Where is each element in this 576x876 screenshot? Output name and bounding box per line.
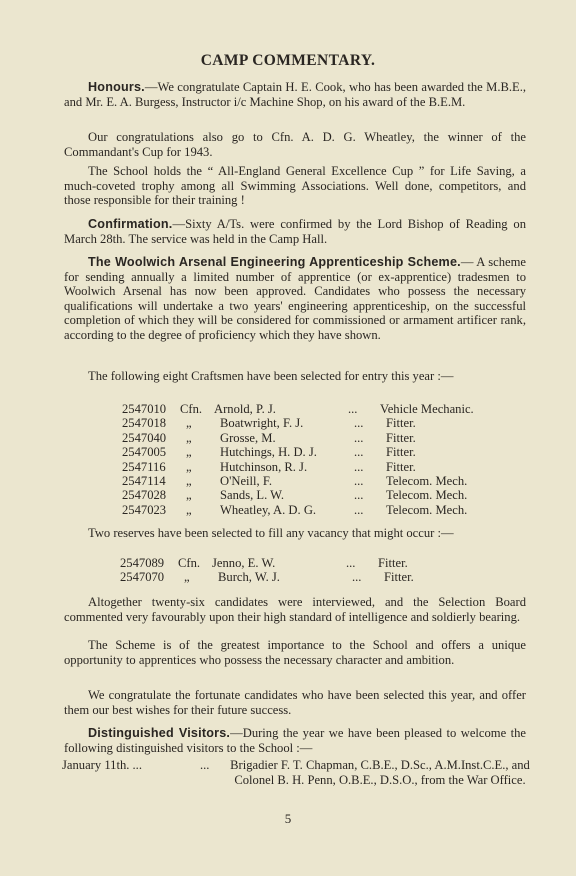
craftsman-name: Boatwright, F. J. xyxy=(220,416,304,431)
leader-dots: ... xyxy=(354,488,364,503)
leader-dots: ... xyxy=(354,459,364,474)
craftsman-name: O'Neill, F. xyxy=(220,474,272,489)
scheme-text: The Scheme is of the greatest importance to the School and offers a unique opportunity to apprentices who possess the necessary character and ambition. xyxy=(64,638,526,667)
leader-dots: ... xyxy=(346,556,356,570)
trade: Fitter. xyxy=(386,430,416,445)
list-row xyxy=(122,445,542,459)
service-number: 2547018 xyxy=(122,416,167,431)
list-row xyxy=(120,570,540,584)
leader-dots: ... xyxy=(354,430,364,445)
service-number: 2547028 xyxy=(122,488,167,503)
fortunate-text: We congratulate the fortunate candidates who have been selected this year, and offer them our best wishes for their future success. xyxy=(64,688,526,717)
altogether-text: Altogether twenty-six candidates were interviewed, and the Selection Board commented very favourably upon their high standard of intelligence and soldierly bearing. xyxy=(64,595,526,624)
trade: Vehicle Mechanic. xyxy=(380,402,474,416)
rank-prefix: Cfn. xyxy=(178,556,201,570)
rank-prefix: „ xyxy=(186,474,192,489)
service-number: 2547023 xyxy=(122,502,167,517)
trade: Fitter. xyxy=(386,445,416,460)
service-number: 2547070 xyxy=(120,570,165,585)
page-title: CAMP COMMENTARY. xyxy=(200,52,376,69)
rank-prefix: „ xyxy=(186,459,192,474)
service-number: 2547040 xyxy=(122,430,167,445)
honours-paragraph xyxy=(64,80,526,109)
visitors-paragraph xyxy=(64,726,526,755)
rank-prefix: „ xyxy=(186,488,192,503)
woolwich-heading: The Woolwich Arsenal Engineering Apprenticeship Scheme. xyxy=(88,255,461,269)
craftsman-name: Wheatley, A. D. G. xyxy=(220,502,317,517)
visit-description: Brigadier F. T. Chapman, C.B.E., D.Sc., A.M.Inst.C.E., and Colonel B. H. Penn, O.B.E., D.S.O., from the War Office. xyxy=(230,758,530,787)
leader-dots: ... xyxy=(354,502,364,517)
selected-intro-text: The following eight Craftsmen have been selected for entry this year :— xyxy=(88,369,454,383)
list-row xyxy=(122,460,542,474)
service-number: 2547010 xyxy=(122,402,167,416)
craftsman-name: Arnold, P. J. xyxy=(214,402,276,416)
reserves-intro-text: Two reserves have been selected to fill any vacancy that might occur :— xyxy=(88,526,454,540)
craftsman-name: Sands, L. W. xyxy=(220,488,285,503)
rank-prefix: „ xyxy=(184,570,190,585)
leader-dots: ... xyxy=(354,445,364,460)
trade: Fitter. xyxy=(384,570,414,585)
trade: Fitter. xyxy=(386,416,416,431)
leader-dots: ... xyxy=(354,474,364,489)
service-number: 2547089 xyxy=(120,556,165,570)
list-row xyxy=(122,488,542,502)
leader-dots: ... xyxy=(354,416,364,431)
craftsman-name: Hutchinson, R. J. xyxy=(220,459,308,474)
leader-dots: ... xyxy=(348,402,358,416)
rank-prefix: „ xyxy=(186,502,192,517)
rank-prefix: „ xyxy=(186,430,192,445)
woolwich-paragraph xyxy=(64,255,526,343)
scheme-paragraph xyxy=(64,638,526,667)
list-row xyxy=(120,556,540,570)
rank-prefix: „ xyxy=(186,445,192,460)
page-number: 5 xyxy=(284,811,292,826)
honours-text: —We congratulate Captain H. E. Cook, who has been awarded the M.B.E., and Mr. E. A. Burgess, Instructor i/c Machine Shop, on his award of the B.E.M. xyxy=(64,80,526,109)
craftsman-name: Burch, W. J. xyxy=(218,570,280,585)
craftsman-name: Grosse, M. xyxy=(220,430,276,445)
visit-date: January 11th. ... xyxy=(62,758,142,772)
confirmation-paragraph xyxy=(64,217,526,246)
woolwich-text: — A scheme for sending annually a limited number of apprentice (or ex-apprentice) tradesmen to Woolwich Arsenal has now been approved. Candidates who possess the necessary qualifications will undertake a two years' engineering apprenticeship, on the successful completion of which they will be considered for commissioned or armament artificer rank, according to the degree of proficiency which they have shown. xyxy=(64,255,526,342)
list-row xyxy=(122,416,542,430)
rank-prefix: Cfn. xyxy=(180,402,203,416)
trade: Fitter. xyxy=(378,556,408,570)
craftsman-name: Hutchings, H. D. J. xyxy=(220,445,317,460)
reserves-intro xyxy=(64,526,526,541)
service-number: 2547114 xyxy=(122,474,166,489)
service-number: 2547005 xyxy=(122,445,167,460)
service-number: 2547116 xyxy=(122,459,166,474)
congrats-paragraph xyxy=(64,130,526,159)
fortunate-paragraph xyxy=(64,688,526,717)
list-row xyxy=(122,402,542,416)
school-cup-text: The School holds the “ All-England General Excellence Cup ” for Life Saving, a much-coveted trophy among all Swimming Associations. Well done, competitors, and those responsible for their training ! xyxy=(64,164,526,208)
leader-dots: ... xyxy=(352,570,362,585)
honours-heading: Honours. xyxy=(88,80,145,94)
reserves-list xyxy=(120,556,540,585)
selected-list xyxy=(122,402,542,517)
craftsman-name: Jenno, E. W. xyxy=(212,556,276,570)
trade: Telecom. Mech. xyxy=(386,474,468,489)
school-cup-paragraph xyxy=(64,164,526,208)
visitors-text: —During the year we have been pleased to welcome the following distinguished visitors to the School :— xyxy=(64,726,527,755)
visitors-heading: Distinguished Visitors. xyxy=(88,726,231,740)
confirmation-text: —Sixty A/Ts. were confirmed by the Lord Bishop of Reading on March 28th. The service was held in the Camp Hall. xyxy=(64,217,526,246)
confirmation-heading: Confirmation. xyxy=(88,217,173,231)
selected-intro xyxy=(64,369,526,384)
list-row xyxy=(122,503,542,517)
trade: Fitter. xyxy=(386,459,416,474)
list-row xyxy=(122,431,542,445)
visit-dots: ... xyxy=(200,758,210,772)
trade: Telecom. Mech. xyxy=(386,502,468,517)
congrats-text: Our congratulations also go to Cfn. A. D. G. Wheatley, the winner of the Commandant's Cup for 1943. xyxy=(64,130,526,159)
altogether-paragraph xyxy=(64,595,526,624)
list-row xyxy=(122,474,542,488)
rank-prefix: „ xyxy=(186,416,192,431)
trade: Telecom. Mech. xyxy=(386,488,468,503)
